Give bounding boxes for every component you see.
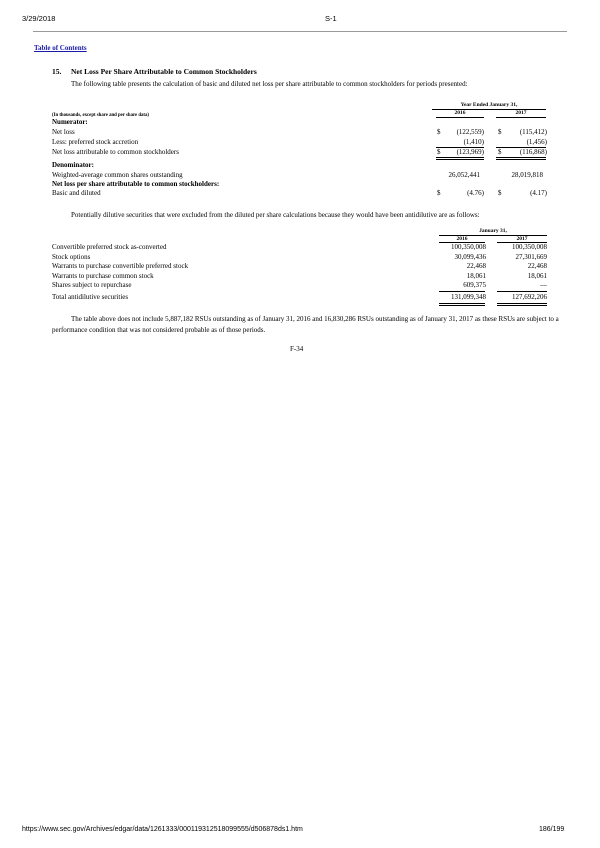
cell-value: 26,052,441 bbox=[448, 171, 480, 179]
table-of-contents-link[interactable]: Table of Contents bbox=[34, 44, 87, 52]
cell-value: (4.17) bbox=[530, 189, 547, 197]
cell-value: 100,350,008 bbox=[451, 243, 486, 251]
section-title: Net Loss Per Share Attributable to Common Stockholders bbox=[71, 67, 257, 76]
row-label: Net loss attributable to common stockholders bbox=[52, 148, 179, 156]
currency-symbol: $ bbox=[437, 128, 441, 136]
cell-value: 22,468 bbox=[466, 262, 486, 270]
cell-value: 609,375 bbox=[463, 281, 486, 289]
print-page-count: 186/199 bbox=[539, 826, 565, 833]
row-label: Numerator: bbox=[52, 118, 88, 126]
row-label: Basic and diluted bbox=[52, 189, 101, 197]
rsu-note: The table above does not include 5,887,182 RSUs outstanding as of January 31, 2016 and 16,830,286 RSUs outstanding as of January 31, 2017 as these RSUs are subject to a performance condition that was not considered probable as of those periods. bbox=[52, 315, 559, 334]
table1-col-2016: 2016 bbox=[454, 110, 466, 116]
table1-col-2017: 2017 bbox=[515, 110, 527, 116]
table2-col-2016: 2016 bbox=[456, 236, 468, 242]
row-label: Convertible preferred stock as-converted bbox=[52, 243, 167, 251]
currency-symbol: $ bbox=[498, 148, 502, 156]
cell-value: 127,692,206 bbox=[512, 293, 547, 301]
row-label: Shares subject to repurchase bbox=[52, 281, 132, 289]
table1-units-note: (In thousands, except share and per share data) bbox=[52, 113, 150, 118]
row-label: Weighted-average common shares outstanding bbox=[52, 171, 183, 179]
cell-value: 30,099,436 bbox=[454, 253, 486, 261]
cell-value: (4.76) bbox=[467, 189, 484, 197]
double-divider bbox=[496, 157, 546, 160]
print-date: 3/29/2018 bbox=[22, 14, 56, 23]
print-url: https://www.sec.gov/Archives/edgar/data/1261333/000119312518099555/d506878ds1.htm bbox=[22, 826, 303, 833]
table2-group-header: January 31, bbox=[479, 228, 507, 234]
currency-symbol: $ bbox=[498, 128, 502, 136]
cell-value: (116,868) bbox=[519, 148, 547, 156]
row-label: Denominator: bbox=[52, 161, 94, 169]
header-divider bbox=[33, 31, 567, 32]
section-heading bbox=[52, 67, 257, 76]
cell-value: (1,456) bbox=[526, 138, 547, 146]
divider bbox=[496, 117, 546, 118]
cell-value: 27,301,669 bbox=[515, 253, 547, 261]
row-label: Stock options bbox=[52, 253, 91, 261]
row-label: Warrants to purchase convertible preferred stock bbox=[52, 262, 189, 270]
cell-value: 22,468 bbox=[527, 262, 547, 270]
cell-value: (115,412) bbox=[519, 128, 547, 136]
row-label: Less: preferred stock accretion bbox=[52, 138, 139, 146]
cell-value: (123,969) bbox=[456, 148, 484, 156]
row-label: Warrants to purchase common stock bbox=[52, 272, 154, 280]
antidilutive-intro: Potentially dilutive securities that were excluded from the diluted per share calculations because they would have been antidilutive are as follows: bbox=[71, 211, 480, 219]
divider bbox=[436, 117, 484, 118]
section-intro: The following table presents the calculation of basic and diluted net loss per share attributable to common stockholders for periods presented: bbox=[71, 80, 468, 88]
cell-value: 18,061 bbox=[466, 272, 486, 280]
row-label: Total antidilutive securities bbox=[52, 293, 129, 301]
row-label: Net loss bbox=[52, 128, 75, 136]
cell-value: 18,061 bbox=[527, 272, 547, 280]
cell-value: 28,019,818 bbox=[511, 171, 543, 179]
currency-symbol: $ bbox=[437, 148, 441, 156]
table2-col-2017: 2017 bbox=[516, 236, 528, 242]
section-number: 15. bbox=[52, 67, 62, 76]
double-divider bbox=[436, 157, 484, 160]
divider bbox=[497, 291, 547, 292]
cell-value: 131,099,348 bbox=[451, 293, 486, 301]
double-divider bbox=[439, 303, 485, 306]
cell-value: — bbox=[540, 281, 547, 289]
double-divider bbox=[497, 303, 547, 306]
print-doc-title: S-1 bbox=[325, 14, 337, 23]
divider bbox=[439, 291, 485, 292]
cell-value: 100,350,008 bbox=[512, 243, 547, 251]
table1-group-header: Year Ended January 31, bbox=[460, 102, 518, 108]
row-label: Net loss per share attributable to common stockholders: bbox=[52, 180, 220, 188]
cell-value: (122,559) bbox=[456, 128, 484, 136]
cell-value: (1,410) bbox=[463, 138, 484, 146]
currency-symbol: $ bbox=[437, 189, 441, 197]
page-number: F-34 bbox=[290, 345, 304, 353]
currency-symbol: $ bbox=[498, 189, 502, 197]
